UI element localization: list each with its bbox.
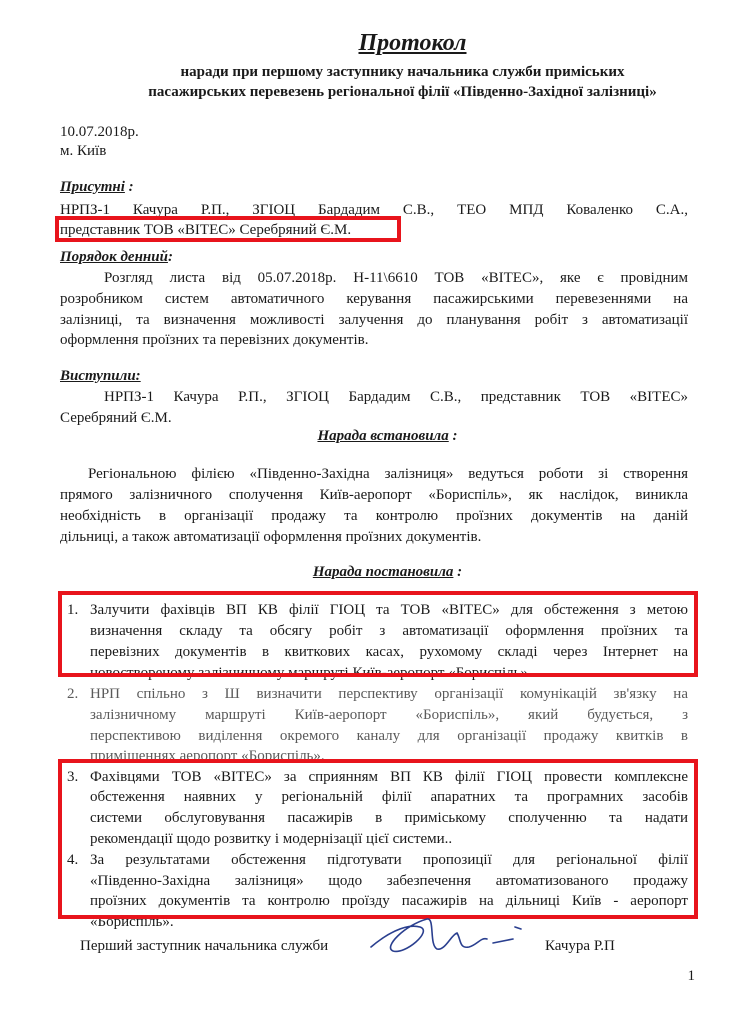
- resolved-heading-label: Нарада постановила: [312, 564, 454, 580]
- established-line-2: прямого залізничного сполучення Київ-аеропорт «Бориспіль», як наслідок, виникла: [60, 487, 688, 503]
- resolved-item-4-line-3: проїзних документів та контролю проїзду пасажирів на дільниці Київ - аеропорт: [90, 893, 688, 909]
- resolved-item-2-line-2: залізничному маршруті Київ-аеропорт «Бориспіль», який будується, з: [90, 707, 688, 723]
- resolved-item-3-line-2: обстеження наявних у регіональній філії апаратних та програмних засобів: [90, 789, 688, 805]
- agenda-line-2: розробником систем автоматичного керування пасажирськими перевезеннями на: [60, 291, 688, 307]
- resolved-item-3-line-3: системи обслуговування пасажирів в приміському сполученню та надати: [90, 810, 688, 826]
- resolved-item-1-line-4: новоствореному залізничному маршруті Київ-аеропорт «Бориспіль»: [90, 665, 529, 681]
- resolved-item-2-line-4: приміщеннях аеропорт «Бориспіль».: [90, 748, 325, 764]
- resolved-item-4-line-4: «Бориспіль».: [90, 914, 174, 930]
- resolved-item-1-line-3: перевізних документів в квиткових касах, рухомому складі через Інтернет на: [90, 644, 688, 660]
- agenda-heading-suffix: :: [167, 249, 173, 265]
- resolved-item-4-line-2: «Південно-Західна залізниця» щодо забезпечення автоматизованого продажу: [90, 873, 688, 889]
- resolved-item-2-number: 2.: [67, 686, 79, 702]
- resolved-item-1-line-2: визначення складу та обсягу робіт з автоматизації оформлення проїзних та: [90, 623, 688, 639]
- present-line-2: представник ТОВ «ВІТЕС» Серебряний Є.М.: [60, 222, 352, 238]
- signature-position: Перший заступник начальника служби: [80, 938, 329, 954]
- speakers-line-2: Серебряний Є.М.: [60, 410, 172, 426]
- resolved-item-3-line-4: рекомендації щодо розвитку і модернізації цієї системи..: [90, 831, 453, 847]
- resolved-item-3-number: 3.: [67, 769, 79, 785]
- subtitle-line-2: пасажирських перевезень регіональної філії «Південно-Західної залізниці»: [148, 84, 657, 100]
- resolved-item-1-line-1: Залучити фахівців ВП КВ філії ГІОЦ та ТОВ «ВІТЕС» для обстеження з метою: [90, 602, 688, 618]
- speakers-line-1: НРПЗ-1 Качура Р.П., ЗГІОЦ Бардадим С.В., представник ТОВ «ВІТЕС»: [104, 389, 688, 405]
- resolved-item-2-line-3: перспективою виділення окремого каналу для організації продажу квитків в: [90, 728, 688, 744]
- established-line-1: Регіональною філією «Південно-Західна залізниця» ведуться роботи зі створення: [88, 466, 688, 482]
- established-line-4: дільниці, а також автоматизації оформлення проїзних документів.: [60, 529, 482, 545]
- present-line-1: НРПЗ-1 Качура Р.П., ЗГІОЦ Бардадим С.В., ТЕО МПД Коваленко С.А.,: [60, 202, 688, 218]
- resolved-item-1-number: 1.: [67, 602, 79, 618]
- established-line-3: необхідність в організації продажу та контролю проїзних документів на даній: [60, 508, 688, 524]
- resolved-item-3-line-1: Фахівцями ТОВ «ВІТЕС» за сприянням ВП КВ філії ГІОЦ провести комплексне: [90, 769, 688, 785]
- agenda-line-1: Розгляд листа від 05.07.2018р. Н-11\6610 ТОВ «ВІТЕС», яке є провідним: [104, 270, 688, 286]
- speakers-heading-label: Виступили:: [60, 368, 141, 384]
- handwritten-signature-icon: [365, 905, 535, 965]
- agenda-line-4: оформлення проїзних та перевізних документів.: [60, 332, 369, 348]
- agenda-heading-label: Порядок денний: [60, 249, 168, 265]
- present-heading-suffix: :: [124, 179, 134, 195]
- established-heading-suffix: :: [448, 428, 458, 444]
- present-heading: [60, 179, 134, 196]
- signature-name: Качура Р.П: [545, 938, 615, 954]
- meeting-date: 10.07.2018р.: [60, 124, 139, 140]
- meeting-city: м. Київ: [60, 143, 107, 159]
- established-heading: [0, 428, 745, 445]
- highlight-box-items-3-4: [58, 759, 698, 919]
- resolved-item-2-line-1: НРП спільно з Ш визначити перспективу організації комунікацій зв'язку на: [90, 686, 688, 702]
- present-heading-label: Присутні: [60, 179, 125, 195]
- established-heading-label: Нарада встановила: [317, 428, 449, 444]
- agenda-line-3: залізниці, та визначення можливості залучення до планування робіт з автоматизації: [60, 312, 688, 328]
- subtitle-line-1: наради при першому заступнику начальника служби приміських: [180, 64, 625, 80]
- agenda-heading: [60, 249, 173, 266]
- resolved-heading: [0, 564, 745, 581]
- highlight-box-present-line: [55, 216, 401, 242]
- resolved-heading-suffix: :: [453, 564, 463, 580]
- highlight-box-item-1: [58, 591, 698, 677]
- resolved-item-4-line-1: За результатами обстеження підготувати пропозиції для регіональної філії: [90, 852, 688, 868]
- document-title: Протокол: [358, 30, 467, 56]
- resolved-item-4-number: 4.: [67, 852, 79, 868]
- page-number: 1: [687, 968, 695, 984]
- speakers-heading: [60, 368, 141, 385]
